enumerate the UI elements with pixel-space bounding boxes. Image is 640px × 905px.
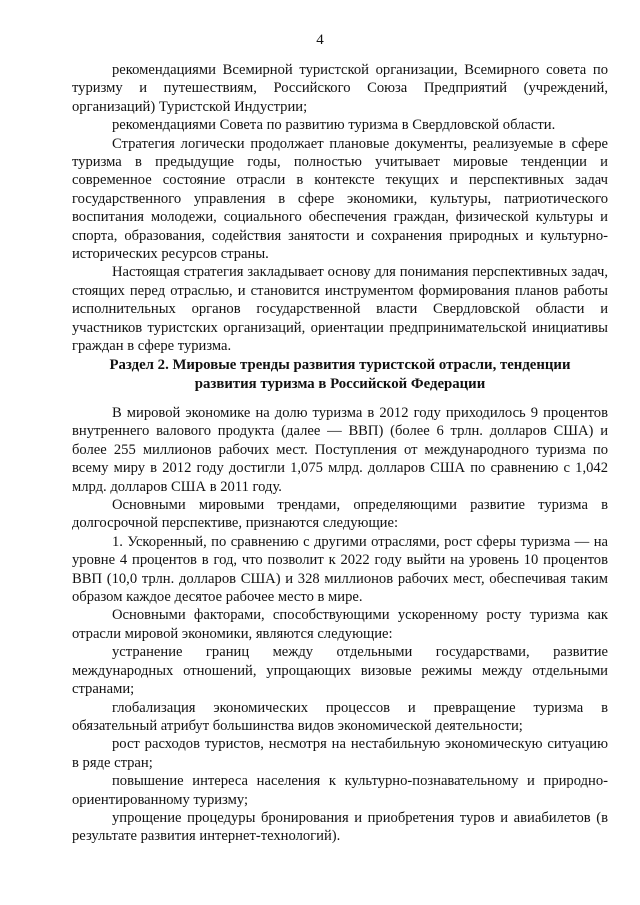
paragraph: Стратегия логически продолжает плановые документы, реализуемые в сфере туризма в предыдущие годы, полностью учитывает мировые тенденции и современное состояние отрасли в контексте текущих и перспективных задач государственного управления в сфере экономики, культуры, патриотического воспитания молодежи, социального обеспечения граждан, физической культуры и спорта, образования, содействия занятости и сохранения природных и культурно-исторических ресурсов страны. [72,135,608,263]
intro-text-block [72,61,608,356]
paragraph: 1. Ускоренный, по сравнению с другими отраслями, рост сферы туризма — на уровне 4 процентов в год, что позволит к 2022 году выйти на уровень 10 процентов ВВП (10,0 трлн. долларов США) и 328 миллионов рабочих мест, обеспечивая таким образом каждое десятое рабочее место в мире. [72,533,608,606]
paragraph: рекомендациями Всемирной туристской организации, Всемирного совета по туризму и путешествиям, Российского Союза Предприятий (учреждений, организаций) Туристской Индустрии; [72,62,608,115]
section-text-block [72,404,608,846]
list-item: глобализация экономических процессов и превращение туризма в обязательный атрибут большинства видов экономической деятельности; [72,699,608,734]
list-item: повышение интереса населения к культурно-познавательному и природно-ориентированному туризму; [72,773,608,808]
paragraph: Основными мировыми трендами, определяющими развитие туризма в долгосрочной перспективе, признаются следующие: [72,497,608,532]
list-item: упрощение процедуры бронирования и приобретения туров и авиабилетов (в результате развития интернет-технологий). [72,809,608,845]
list-item: рост расходов туристов, несмотря на нестабильную экономическую ситуацию в ряде стран; [72,736,608,771]
list-item: устранение границ между отдельными государствами, развитие международных отношений, упрощающих визовые режимы между отдельными странами; [72,644,608,698]
paragraph: рекомендациями Совета по развитию туризма в Свердловской области. [112,117,556,134]
paragraph: В мировой экономике на долю туризма в 2012 году приходилось 9 процентов внутреннего валового продукта (далее — ВВП) (более 6 трлн. долларов США) и более 255 миллионов рабочих мест. Поступления от международного туризма по всему миру в 2012 году достигли 1,075 млрд. долларов США по сравнению с 1,042 млрд. долларов США в 2011 году. [72,405,608,495]
paragraph: Настоящая стратегия закладывает основу для понимания перспективных задач, стоящих перед отраслью, и становится инструментом формирования планов работы исполнительных органов государственной власти Свердловской области и участников туристских организаций, ориентации предпринимательской инициативы граждан в сфере туризма. [72,264,608,355]
paragraph: Основными факторами, способствующими ускоренному росту туризма как отрасли мировой экономики, являются следующие: [72,607,608,642]
page-number: 4 [316,32,324,48]
section-heading-line-2: развития туризма в Российской Федерации [194,376,486,392]
section-heading-line-1: Раздел 2. Мировые тренды развития туристской отрасли, тенденции [109,357,571,373]
section-heading [72,356,608,394]
